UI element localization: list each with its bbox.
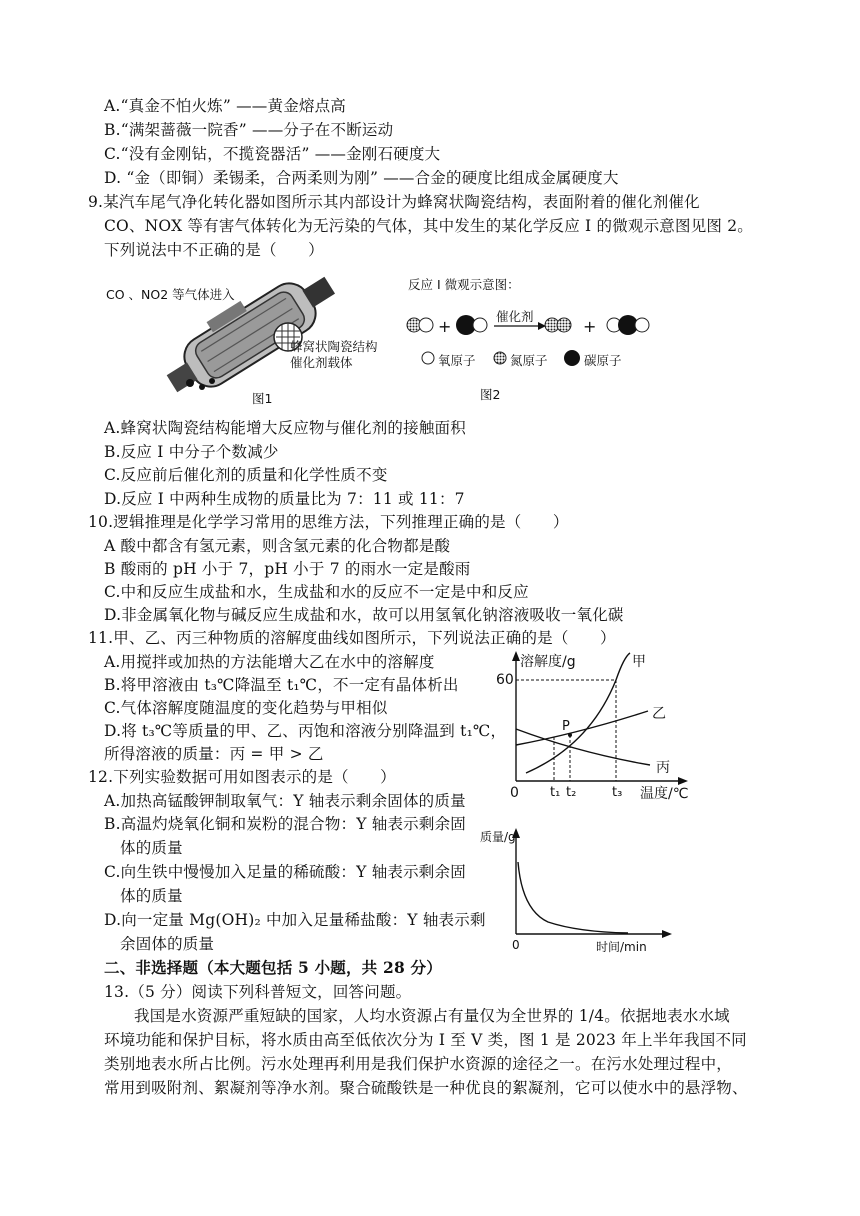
series-jia-label: 甲	[632, 654, 646, 670]
y-tick-60: 60	[496, 672, 514, 688]
q9-stem-line3: 下列说法中不正确的是（ ）	[104, 241, 324, 259]
y-axis-arrow	[512, 651, 520, 661]
q12-option-d: D.向一定量 Mg(OH)₂ 中加入足量稀盐酸：Y 轴表示剩	[104, 911, 486, 929]
q12-option-c-cont: 体的质量	[120, 887, 183, 905]
decay-curve	[518, 862, 628, 933]
legend-carbon: 碳原子	[584, 353, 622, 368]
q13-para-line3: 类别地表水所占比例。污水处理再利用是我们保护水资源的途径之一。在污水处理过程中，	[104, 1055, 733, 1073]
q13-para-line2: 环境功能和保护目标，将水质由高至低依次分为 Ⅰ 至 Ⅴ 类，图 1 是 2023 年上半年我国不同	[104, 1031, 747, 1049]
q11-option-b: B.将甲溶液由 t₃℃降温至 t₁℃，不一定有晶体析出	[104, 676, 459, 694]
carrier-label-line1: 蜂窝状陶瓷结构	[290, 339, 378, 354]
figure1-caption: 图1	[252, 391, 273, 406]
q8-option-c: C.“没有金刚钻，不揽瓷器活” ——金刚石硬度大	[104, 145, 441, 163]
reaction-diagram-title: 反应 I 微观示意图：	[408, 277, 520, 292]
q10-option-d: D.非金属氧化物与碱反应生成盐和水，故可以用氢氧化钠溶液吸收一氧化碳	[104, 606, 624, 624]
point-p-label: P	[562, 719, 570, 734]
gas-inlet-label: CO 、NO2 等气体进入	[106, 287, 235, 302]
legend-nitrogen: 氮原子	[510, 353, 548, 368]
solubility-chart	[490, 645, 700, 805]
q8-option-b: B.“满架蔷薇一院香” ——分子在不断运动	[104, 121, 394, 139]
q13-stem: 13.（5 分）阅读下列科普短文，回答问题。	[104, 983, 412, 1001]
q8-option-a: A.“真金不怕火炼” ——黄金熔点高	[104, 97, 346, 115]
legend-oxygen: 氧原子	[438, 353, 476, 368]
carrier-label-line2: 催化剂载体	[290, 355, 353, 370]
q9-stem-line1: 9.某汽车尾气净化转化器如图所示其内部设计为蜂窝状陶瓷结构，表面附着的催化剂催化	[88, 193, 700, 211]
origin-label: 0	[510, 785, 519, 801]
q11-option-a: A.用搅拌或加热的方法能增大乙在水中的溶解度	[104, 653, 435, 671]
tick-t1: t₁	[550, 785, 561, 800]
tick-t3: t₃	[612, 785, 623, 800]
q12-option-a: A.加热高锰酸钾制取氧气：Y 轴表示剩余固体的质量	[104, 792, 466, 810]
origin-label: 0	[512, 938, 520, 952]
q12-option-c: C.向生铁中慢慢加入足量的稀硫酸：Y 轴表示剩余固	[104, 863, 466, 881]
tick-t2: t₂	[566, 785, 577, 800]
figure2-caption: 图2	[480, 387, 501, 402]
q12-option-b-cont: 体的质量	[120, 839, 183, 857]
x-axis-label: 温度/℃	[640, 786, 689, 802]
q11-option-c: C.气体溶解度随温度的变化趋势与甲相似	[104, 699, 388, 717]
q10-option-c: C.中和反应生成盐和水，生成盐和水的反应不一定是中和反应	[104, 583, 529, 601]
plus-sign-2: +	[583, 317, 597, 336]
x-axis-arrow	[662, 930, 672, 938]
q13-para-line4: 常用到吸附剂、絮凝剂等净水剂。聚合硫酸铁是一种优良的絮凝剂，它可以使水中的悬浮物、	[104, 1079, 748, 1097]
q10-option-a: A 酸中都含有氢元素，则含氢元素的化合物都是酸	[104, 537, 451, 555]
curve-yi	[516, 711, 648, 745]
series-bing-label: 丙	[656, 760, 670, 776]
catalytic-converter-figure	[100, 265, 390, 405]
reaction-diagram	[400, 265, 700, 405]
q10-stem: 10.逻辑推理是化学学习常用的思维方法，下列推理正确的是（ ）	[88, 513, 569, 531]
q12-option-d-cont: 余固体的质量	[120, 935, 215, 953]
series-yi-label: 乙	[652, 706, 666, 722]
mass-time-chart	[478, 822, 678, 952]
q10-option-b: B 酸雨的 pH 小于 7，pH 小于 7 的雨水一定是酸雨	[104, 560, 471, 578]
y-axis-label: 溶解度/g	[520, 654, 576, 670]
curve-jia	[526, 653, 630, 773]
plus-sign-1: +	[438, 317, 452, 336]
x-axis-label: 时间/min	[596, 940, 647, 954]
q8-option-d: D. “金（即铜）柔锡柔，合两柔则为刚” ——合金的硬度比组成金属硬度大	[104, 169, 619, 187]
q13-para-line1: 我国是水资源严重短缺的国家，人均水资源占有量仅为全世界的 1/4。依据地表水水域	[134, 1007, 730, 1025]
curve-bing	[516, 729, 650, 765]
section2-heading: 二、非选择题（本大题包括 5 小题，共 28 分）	[104, 958, 442, 977]
q11-option-d: D.将 t₃℃等质量的甲、乙、丙饱和溶液分别降温到 t₁℃，	[104, 722, 507, 740]
catalyst-label: 催化剂	[496, 309, 534, 324]
y-axis-label: 质量/g	[480, 830, 516, 844]
q9-option-a: A.蜂窝状陶瓷结构能增大反应物与催化剂的接触面积	[104, 419, 466, 437]
q12-stem: 12.下列实验数据可用如图表示的是（ ）	[88, 768, 396, 786]
q11-stem: 11.甲、乙、丙三种物质的溶解度曲线如图所示，下列说法正确的是（ ）	[88, 629, 616, 647]
q9-option-c: C.反应前后催化剂的质量和化学性质不变	[104, 466, 388, 484]
q9-stem-line2: CO、NOX 等有害气体转化为无污染的气体，其中发生的某化学反应 Ⅰ 的微观示意图见图 2。	[104, 217, 753, 235]
q9-option-b: B.反应 Ⅰ 中分子个数减少	[104, 443, 279, 461]
q9-option-d: D.反应 Ⅰ 中两种生成物的质量比为 7：11 或 11：7	[104, 490, 465, 508]
q11-option-d-cont: 所得溶液的质量：丙 = 甲 > 乙	[104, 745, 324, 763]
q12-option-b: B.高温灼烧氧化铜和炭粉的混合物：Y 轴表示剩余固	[104, 815, 466, 833]
